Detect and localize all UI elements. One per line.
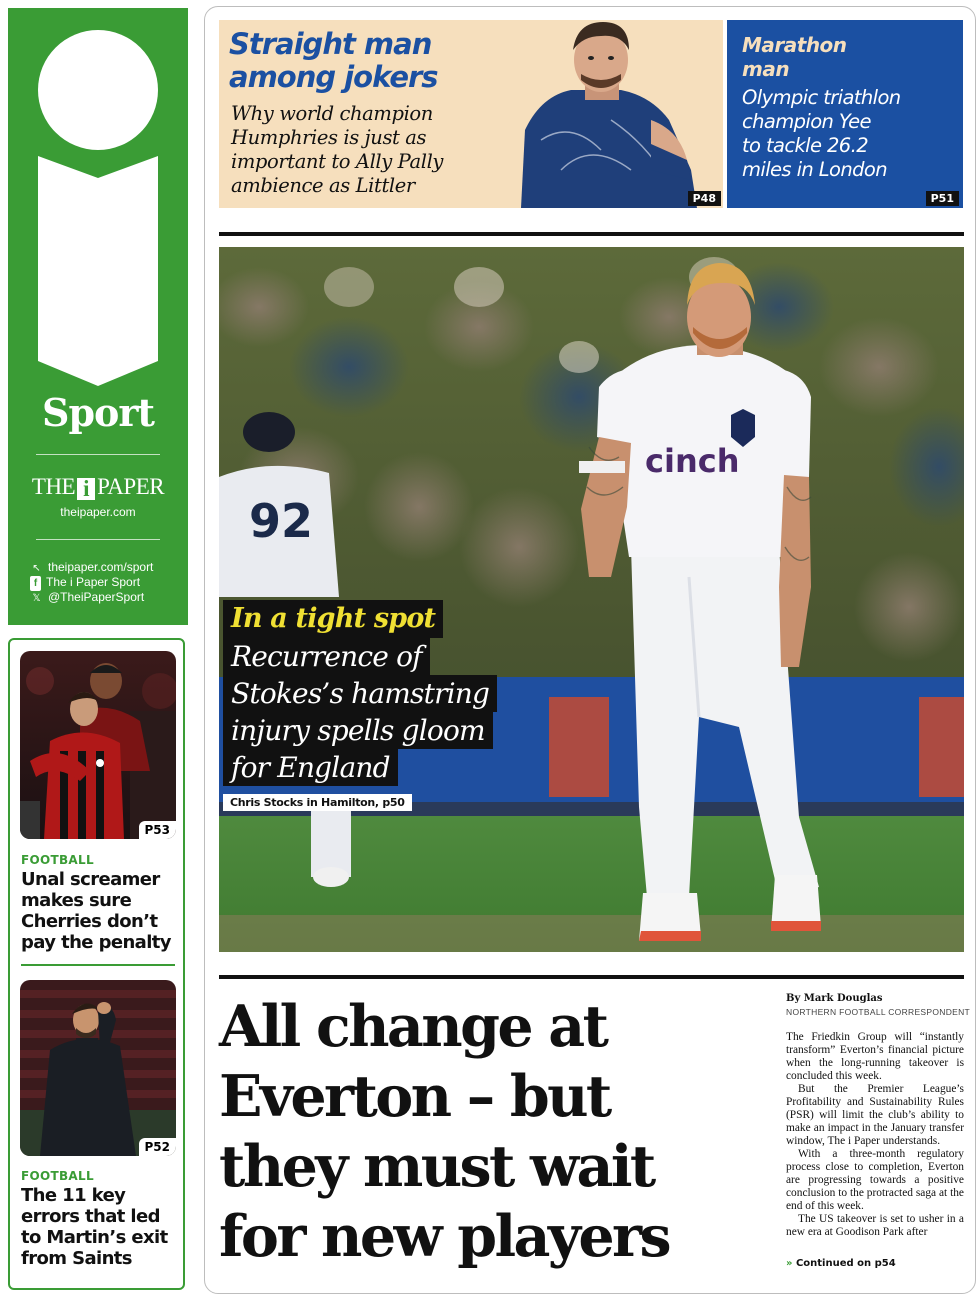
side-story-kicker: FOOTBALL xyxy=(21,1169,94,1183)
page-ref: P48 xyxy=(688,191,721,206)
article-paragraph: With a three-month regulatory process close to completion, Everton are progressing towards a positive conclusion to the protracted saga at the end of this week. xyxy=(786,1148,964,1212)
social-x[interactable]: 𝕏 @TheiPaperSport xyxy=(30,590,190,605)
shirt-number: 92 xyxy=(249,494,314,548)
teaser-darts-subtitle: Why world champion Humphries is just as important to Ally Pally ambience as Littler xyxy=(231,102,444,197)
masthead xyxy=(8,8,188,625)
section-rule xyxy=(219,975,964,979)
hero-headline-line[interactable]: injury spells gloom xyxy=(223,712,493,749)
article-paragraph: But the Premier League’s Profitability and Sustainability Rules (PSR) will limit the club’s ability to make an impact in the January transfer window, The i Paper understands. xyxy=(786,1083,964,1147)
article-paragraph: The Friedkin Group will “instantly transform” Everton’s financial picture when the long-running takeover is concluded this week. xyxy=(786,1031,964,1082)
author-role: NORTHERN FOOTBALL CORRESPONDENT xyxy=(786,1007,971,1017)
side-story-headline[interactable]: Unal screamer makes sure Cherries don’t pay the penalty xyxy=(21,869,171,953)
shirt-sponsor: cinch xyxy=(645,442,740,480)
teaser-marathon-subtitle: Olympic triathlon champion Yee to tackle 26.2 miles in London xyxy=(742,86,901,181)
chevron-right-icon: » xyxy=(786,1258,793,1269)
page-ref: P52 xyxy=(139,1138,177,1156)
divider xyxy=(21,964,175,966)
section-title: Sport xyxy=(42,390,154,435)
hero-byline: Chris Stocks in Hamilton, p50 xyxy=(223,794,412,811)
photo-darts-player xyxy=(501,20,723,208)
social-web[interactable]: ↖ theipaper.com/sport xyxy=(30,560,190,575)
side-story-kicker: FOOTBALL xyxy=(21,853,94,867)
hero-headline-line[interactable]: Recurrence of xyxy=(223,638,430,675)
brand-logo: THE i PAPER xyxy=(31,474,165,501)
social-facebook[interactable]: f The i Paper Sport xyxy=(30,575,190,590)
hero-headline-line[interactable]: for England xyxy=(223,749,398,786)
article-paragraph: The US takeover is set to usher in a new era at Goodison Park after xyxy=(786,1213,964,1238)
page-ref: P53 xyxy=(139,821,177,839)
brand-i-mark: i xyxy=(77,478,95,500)
site-url[interactable]: theipaper.com xyxy=(60,505,136,519)
x-icon: 𝕏 xyxy=(32,593,41,604)
continued-link[interactable]: » Continued on p54 xyxy=(786,1258,896,1269)
side-story-photo[interactable] xyxy=(20,651,176,839)
photo-football-manager xyxy=(20,980,176,1156)
side-story-photo[interactable] xyxy=(20,980,176,1156)
hero-kicker: In a tight spot xyxy=(223,600,443,638)
cursor-icon: ↖ xyxy=(32,563,41,574)
section-rule xyxy=(219,232,964,236)
facebook-icon: f xyxy=(30,576,41,591)
article-body xyxy=(786,1031,964,1239)
author-byline: By Mark Douglas xyxy=(786,993,883,1004)
divider xyxy=(36,454,160,455)
lead-headline[interactable]: All change at Everton – but they must wait for new players xyxy=(219,993,669,1270)
page-ref: P51 xyxy=(926,191,959,206)
divider xyxy=(36,539,160,540)
teaser-marathon-title[interactable]: Marathon man xyxy=(742,33,847,81)
hero-headline-line[interactable]: Stokes’s hamstring xyxy=(223,675,497,712)
side-story-headline[interactable]: The 11 key errors that led to Martin’s exit from Saints xyxy=(21,1185,168,1269)
i-logo-dot xyxy=(38,30,158,150)
i-logo-stem xyxy=(38,156,158,386)
photo-football-celebration xyxy=(20,651,176,839)
teaser-darts-title[interactable]: Straight man among jokers xyxy=(229,27,438,94)
